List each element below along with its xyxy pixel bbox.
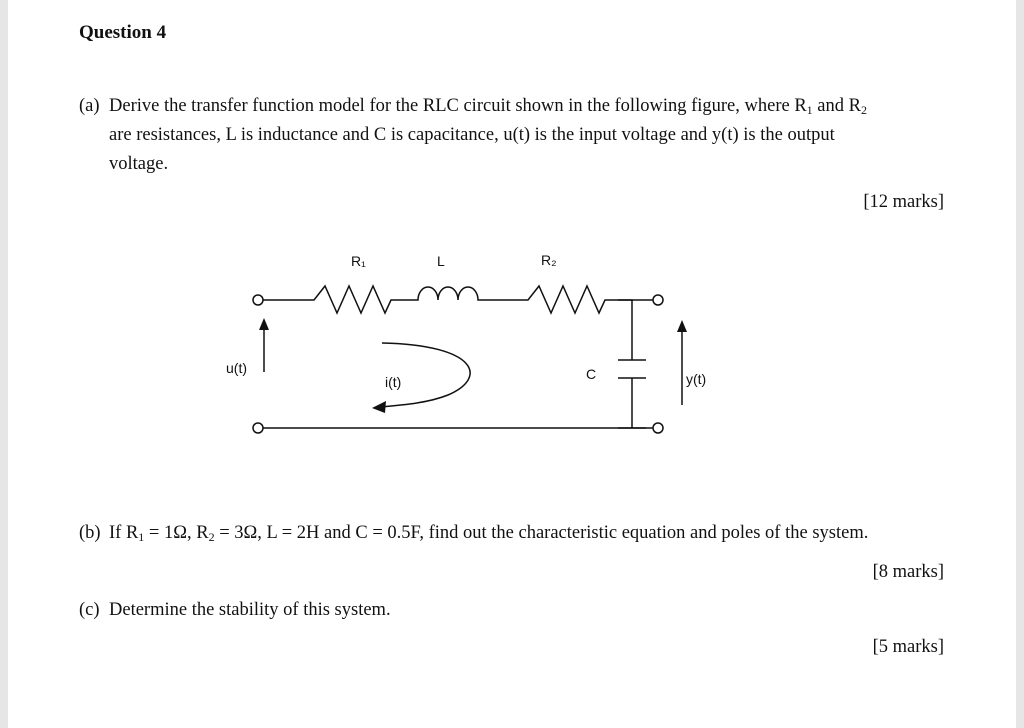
part-a-sub-2: 2 xyxy=(860,103,867,117)
part-c-marks: [5 marks] xyxy=(872,637,944,657)
part-b-text-2: = 1Ω, R xyxy=(144,523,209,543)
part-b-text-3: = 3Ω, L = 2H and C = 0.5F, find out the characteristic equation and poles of the system. xyxy=(214,523,869,543)
document-page xyxy=(8,0,1016,728)
question-title: Question 4 xyxy=(79,22,167,43)
input-arrowhead xyxy=(259,318,269,330)
output-arrowhead xyxy=(677,320,687,332)
part-a-label: (a) xyxy=(79,96,100,116)
part-b-line xyxy=(109,519,868,548)
r2-label: R₂ xyxy=(541,252,557,268)
part-c-text: Determine the stability of this system. xyxy=(109,600,391,620)
part-a-line-2: are resistances, L is inductance and C is capacitance, u(t) is the input voltage and y(t) is the output xyxy=(109,125,835,145)
part-a-line-1-mid: and R xyxy=(812,96,861,116)
part-b-label: (b) xyxy=(79,523,101,543)
input-terminal-top xyxy=(253,295,263,305)
current-arrowhead xyxy=(372,401,386,413)
output-terminal-top xyxy=(653,295,663,305)
part-a-line-1-pre: Derive the transfer function model for the RLC circuit shown in the following figure, where R xyxy=(109,96,807,116)
capacitor-label: C xyxy=(586,366,597,382)
top-wire xyxy=(262,286,653,313)
part-b-sub-1: 1 xyxy=(138,530,145,544)
part-a-sub-1: 1 xyxy=(806,103,813,117)
output-terminal-bottom xyxy=(653,423,663,433)
inductor-label: L xyxy=(437,253,445,269)
part-a-line-3: voltage. xyxy=(109,154,169,174)
input-voltage-label: u(t) xyxy=(226,360,247,376)
part-b-sub-2: 2 xyxy=(208,530,215,544)
capacitor-branch xyxy=(618,300,646,428)
current-label: i(t) xyxy=(385,374,402,390)
part-a-marks: [12 marks] xyxy=(863,192,944,212)
input-terminal-bottom xyxy=(253,423,263,433)
part-b-text-1: If R xyxy=(109,523,139,543)
part-b-marks: [8 marks] xyxy=(872,562,944,582)
r1-label: R₁ xyxy=(351,253,366,269)
output-voltage-label: y(t) xyxy=(686,371,707,387)
part-c-label: (c) xyxy=(79,600,100,620)
